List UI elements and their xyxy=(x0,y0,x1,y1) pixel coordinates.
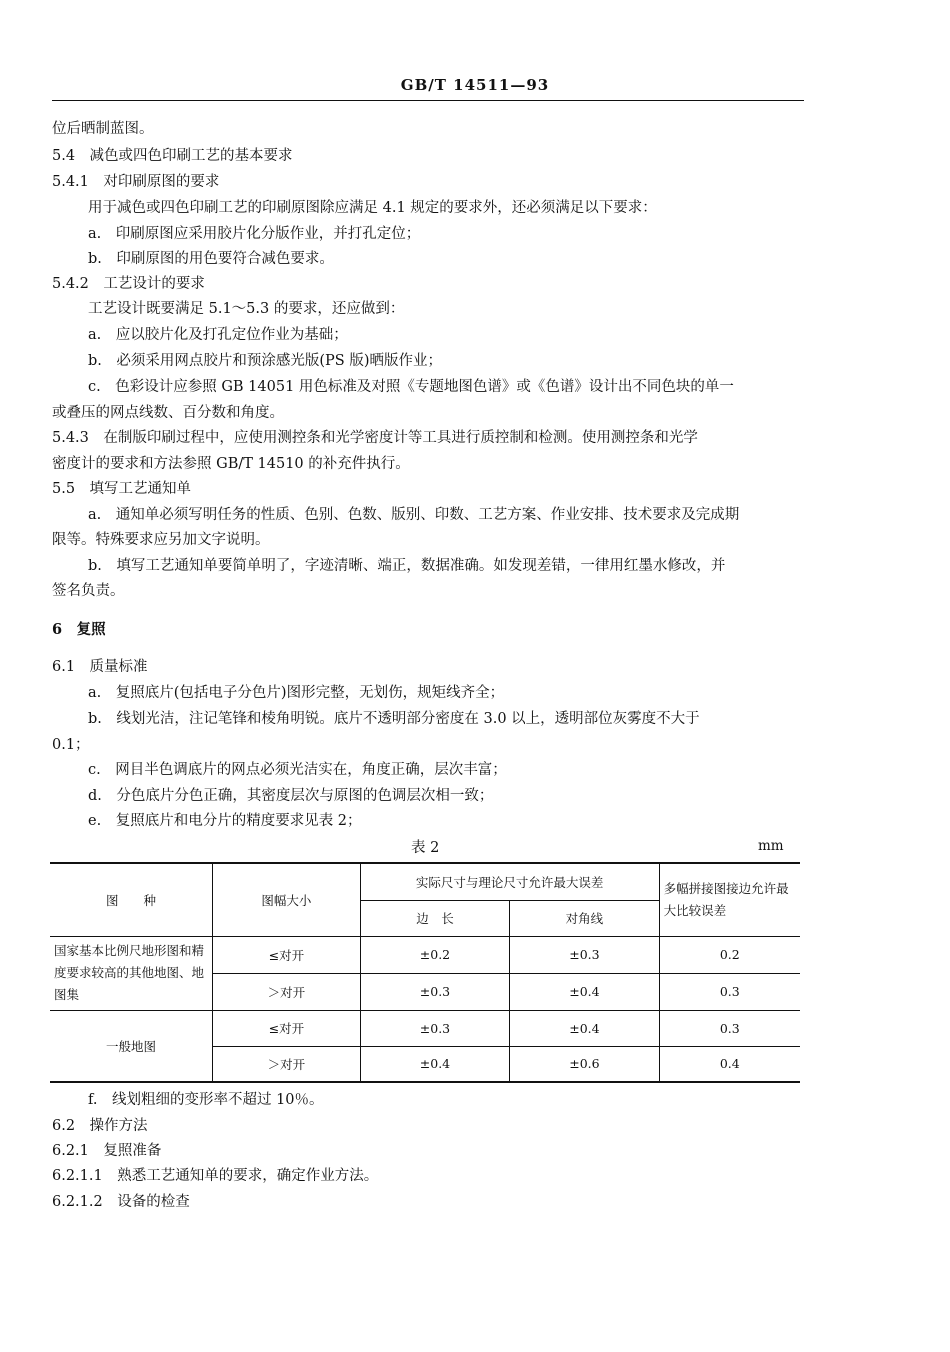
table-unit: mm xyxy=(758,838,784,854)
text-line: 或叠压的网点线数、百分数和角度。 xyxy=(52,405,284,421)
table-cell-size: ＞对开 xyxy=(213,973,361,1010)
table-cell-merge: 0.3 xyxy=(659,1010,800,1046)
table-cell-size: ≤对开 xyxy=(213,936,361,973)
table-cell-diag: ±0.4 xyxy=(510,973,659,1010)
list-item: a. 通知单必须写明任务的性质、色别、色数、版别、印数、工艺方案、作业安排、技术要求及完成期 xyxy=(88,507,740,523)
table-cell-size: ＞对开 xyxy=(213,1046,361,1082)
table-cell-diag: ±0.6 xyxy=(510,1046,659,1082)
list-item: f. 线划粗细的变形率不超过 10％。 xyxy=(88,1092,324,1108)
col-header-group: 实际尺寸与理论尺寸允许最大误差 xyxy=(360,863,659,900)
table-cell-size: ≤对开 xyxy=(213,1010,361,1046)
section-heading-5-5: 5.5 填写工艺通知单 xyxy=(52,481,192,497)
col-header-size: 图幅大小 xyxy=(213,863,361,936)
table-row xyxy=(50,936,800,973)
section-heading-5-4-1: 5.4.1 对印刷原图的要求 xyxy=(52,174,220,190)
table-cell-type: 一般地图 xyxy=(50,1010,213,1082)
table-cell-diag: ±0.4 xyxy=(510,1010,659,1046)
table-cell-diag: ±0.3 xyxy=(510,936,659,973)
table-cell-edge: ±0.3 xyxy=(360,1010,509,1046)
section-heading-5-4-3: 5.4.3 在制版印刷过程中，应使用测控条和光学密度计等工具进行质控制和检测。使用测控条和光学 xyxy=(52,430,698,446)
text-line: 签名负责。 xyxy=(52,583,125,599)
list-item: b. 印刷原图的用色要符合减色要求。 xyxy=(88,251,334,267)
list-item: d. 分色底片分色正确，其密度层次与原图的色调层次相一致； xyxy=(88,788,494,804)
col-header-type: 图 种 xyxy=(50,863,213,936)
text-line: 限等。特殊要求应另加文字说明。 xyxy=(52,532,270,548)
table-cell-edge: ±0.3 xyxy=(360,973,509,1010)
section-heading-5-4: 5.4 减色或四色印刷工艺的基本要求 xyxy=(52,148,293,164)
section-heading-6-1: 6.1 质量标准 xyxy=(52,659,148,675)
text-line: 用于减色或四色印刷工艺的印刷原图除应满足 4.1 规定的要求外，还必须满足以下要求： xyxy=(88,200,657,216)
table-cell-edge: ±0.4 xyxy=(360,1046,509,1082)
table-caption: 表 2 xyxy=(411,840,440,856)
text-line: 密度计的要求和方法参照 GB/T 14510 的补充件执行。 xyxy=(52,456,410,472)
list-item: e. 复照底片和电分片的精度要求见表 2； xyxy=(88,813,362,829)
section-heading-5-4-2: 5.4.2 工艺设计的要求 xyxy=(52,276,205,292)
section-heading-6-2: 6.2 操作方法 xyxy=(52,1118,148,1134)
table-row xyxy=(50,1010,800,1046)
list-item: a. 应以胶片化及打孔定位作业为基础； xyxy=(88,327,348,343)
list-item: a. 复照底片(包括电子分色片)图形完整，无划伤，规矩线齐全； xyxy=(88,685,505,701)
list-item: c. 网目半色调底片的网点必须光洁实在，角度正确，层次丰富； xyxy=(88,762,507,778)
text-line: 位后晒制蓝图。 xyxy=(52,121,154,137)
chapter-heading-6: 6 复照 xyxy=(52,621,106,638)
section-heading-6-2-1-1: 6.2.1.1 熟悉工艺通知单的要求，确定作业方法。 xyxy=(52,1168,379,1184)
table-cell-merge: 0.3 xyxy=(659,973,800,1010)
table-cell-type: 国家基本比例尺地形图和精度要求较高的其他地图、地图集 xyxy=(50,936,213,1010)
text-line: 0.1； xyxy=(52,737,90,753)
table-cell-edge: ±0.2 xyxy=(360,936,509,973)
precision-table xyxy=(50,862,800,1083)
table-cell-merge: 0.2 xyxy=(659,936,800,973)
text-line: 工艺设计既要满足 5.1～5.3 的要求，还应做到： xyxy=(88,301,405,317)
list-item: b. 必须采用网点胶片和预涂感光版(PS 版)晒版作业； xyxy=(88,353,443,369)
header-divider xyxy=(52,100,804,101)
col-header-edge: 边 长 xyxy=(360,900,509,936)
table-cell-merge: 0.4 xyxy=(659,1046,800,1082)
list-item: a. 印刷原图应采用胶片化分版作业，并打孔定位； xyxy=(88,226,421,242)
document-code-header: GB/T 14511—93 xyxy=(400,76,550,94)
col-header-diag: 对角线 xyxy=(510,900,659,936)
col-header-merge: 多幅拼接图接边允许最大比较误差 xyxy=(659,863,800,936)
section-heading-6-2-1-2: 6.2.1.2 设备的检查 xyxy=(52,1194,190,1210)
list-item: b. 线划光洁，注记笔锋和棱角明锐。底片不透明部分密度在 3.0 以上，透明部位灰雾度不大于 xyxy=(88,711,700,727)
section-heading-6-2-1: 6.2.1 复照准备 xyxy=(52,1143,162,1159)
list-item: b. 填写工艺通知单要简单明了，字迹清晰、端正，数据准确。如发现差错，一律用红墨水修改，并 xyxy=(88,558,726,574)
list-item: c. 色彩设计应参照 GB 14051 用色标准及对照《专题地图色谱》或《色谱》设计出不同色块的单一 xyxy=(88,379,734,395)
